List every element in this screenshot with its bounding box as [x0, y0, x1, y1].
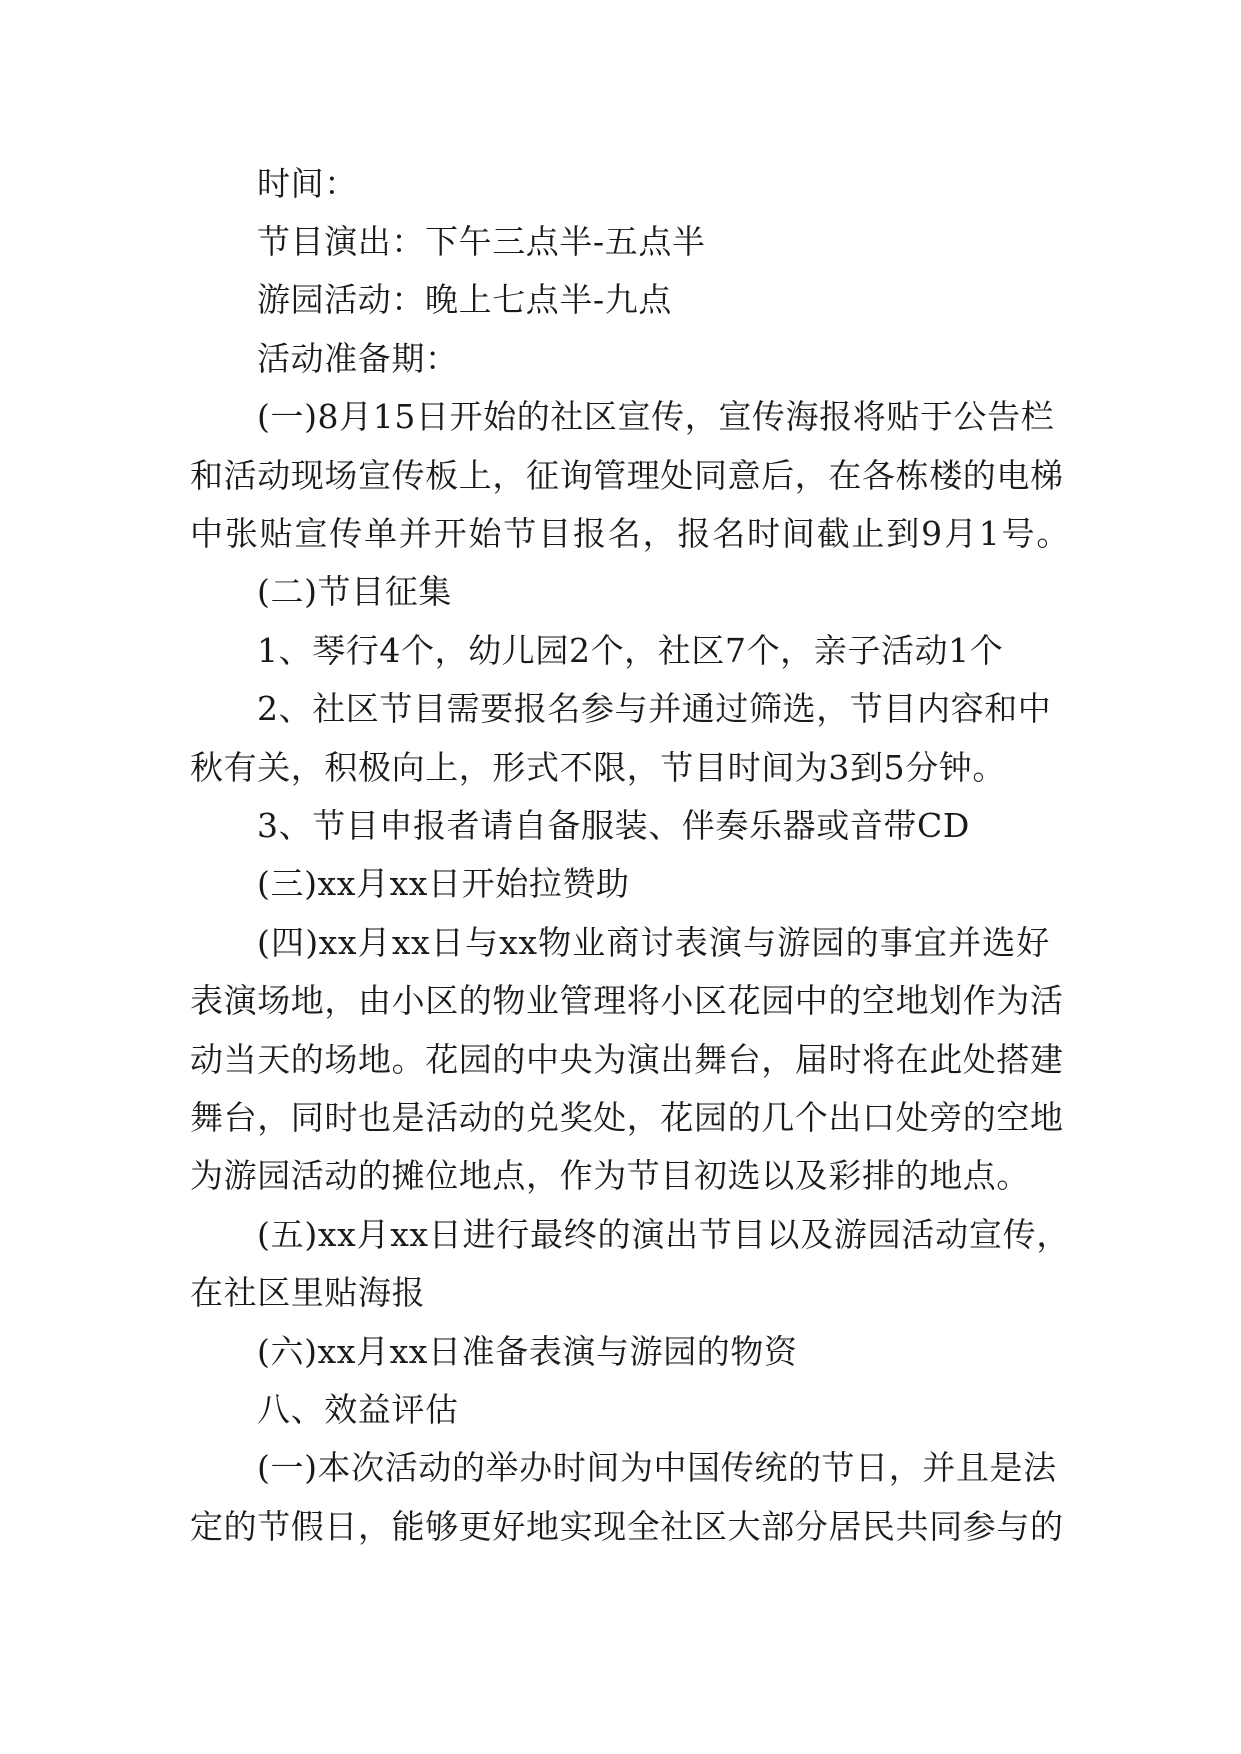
text-line-paragraph-1-b: 和活动现场宣传板上，征询管理处同意后，在各栋楼的电梯 [190, 456, 1064, 495]
text-line-garden-time: 游园活动：晚上七点半-九点 [257, 280, 672, 319]
text-line-sponsorship: (三)xx月xx日开始拉赞助 [257, 864, 630, 903]
text-line-program-rule-b: 秋有关，积极向上，形式不限，节目时间为3到5分钟。 [190, 748, 1006, 787]
text-line-program-costume: 3、节目申报者请自备服装、伴奏乐器或音带CD [257, 806, 970, 845]
text-line-final-program-a: (五)xx月xx日进行最终的演出节目以及游园活动宣传， [257, 1215, 1070, 1254]
text-line-venue-e: 为游园活动的摊位地点，作为节目初选以及彩排的地点。 [190, 1156, 1030, 1195]
text-line-benefit-heading: 八、效益评估 [257, 1390, 459, 1429]
text-line-time-heading: 时间： [257, 164, 358, 203]
text-line-venue-a: (四)xx月xx日与xx物业商讨表演与游园的事宜并选好 [257, 923, 1050, 962]
text-line-program-count: 1、琴行4个，幼儿园2个，社区7个，亲子活动1个 [257, 631, 1004, 670]
text-line-benefit-b: 定的节假日，能够更好地实现全社区大部分居民共同参与的 [190, 1507, 1064, 1546]
text-line-prep-heading: 活动准备期： [257, 339, 459, 378]
text-line-paragraph-1-a: (一)8月15日开始的社区宣传，宣传海报将贴于公告栏 [257, 397, 1055, 436]
text-line-program-rule-a: 2、社区节目需要报名参与并通过筛选，节目内容和中 [257, 689, 1052, 728]
text-line-benefit-a: (一)本次活动的举办时间为中国传统的节日，并且是法 [257, 1448, 1057, 1487]
text-line-materials: (六)xx月xx日准备表演与游园的物资 [257, 1332, 798, 1371]
text-line-venue-d: 舞台，同时也是活动的兑奖处，花园的几个出口处旁的空地 [190, 1098, 1064, 1137]
text-line-paragraph-1-c: 中张贴宣传单并开始节目报名，报名时间截止到9月1号。 [190, 514, 1070, 553]
text-line-venue-c: 动当天的场地。花园的中央为演出舞台，届时将在此处搭建 [190, 1040, 1064, 1079]
text-line-final-program-b: 在社区里贴海报 [190, 1273, 426, 1312]
text-line-venue-b: 表演场地，由小区的物业管理将小区花园中的空地划作为活 [190, 981, 1064, 1020]
text-line-performance-time: 节目演出：下午三点半-五点半 [257, 222, 706, 261]
text-line-program-collection: (二)节目征集 [257, 572, 452, 611]
